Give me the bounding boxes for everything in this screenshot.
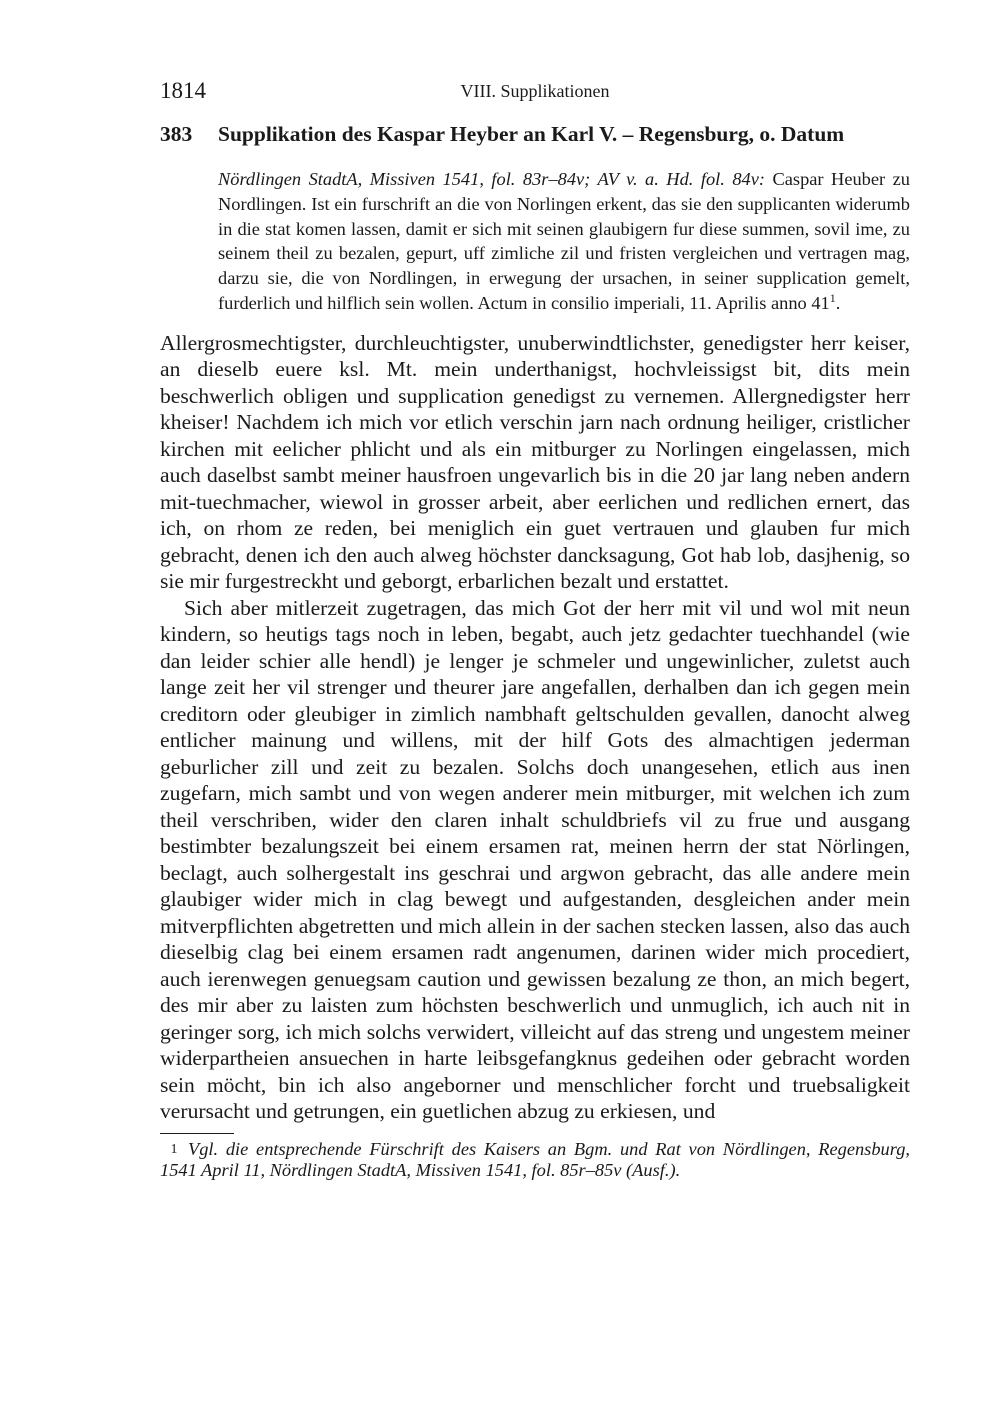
footnote-reference: 1	[829, 290, 836, 305]
footnote-number: 1	[170, 1141, 178, 1157]
running-title: VIII. Supplikationen	[460, 81, 610, 101]
paragraph: Sich aber mitlerzeit zugetragen, das mich Got der herr mit vil und wol mit neun kindern, so heutigs tags noch in leben, begabt, auch jetz gedachter tuechhandel (wie dan leider schier alle hendl) je lenger je schmeler und ungewinlicher, zuletst auch lange zeit her vil strenger und theurer jare angefallen, derhalben dan ich gegen mein creditorn oder gleubiger in zimlich nambhaft geltschulden gevallen, danocht alweg entlicher mainung und willens, mit der hilf Gots des almachtigen jederman geburlicher zill und zeit zu bezalen. Solchs doch unangesehen, etlich aus inen zugefarn, mich sambt und von wegen anderer mein mitburger, mit welchen ich zum theil verschriben, wider den claren inhalt schuldbriefs vil zu frue und ausgang bestimbter bezalungszeit bei einem ersamen rat, meinen herrn der stat Nörlingen, beclagt, auch solhergestalt ins geschrai und argwon gebracht, das alle andere mein glaubiger wider mich in clag bewegt und aufgestanden, desgleichen ander mein mitverpflichten abgetretten und mich allein in der sachen stecken lassen, also das auch dieselbig clag bei einem ersamen radt angenumen, darinen wider mich procediert, auch ierenwegen genuegsam caution und gewissen bezalung ze thon, an mich begert, des mir aber zu laisten zum höchsten beschwerlich und unmuglich, ich auch nit in geringer sorg, ich mich solchs verwidert, villeicht auf das streng und ungestem meiner widerpartheien ansuechen in harte leibsgefangknus gedeihen oder gebracht worden sein möcht, bin ich also angeborner und menschlicher forcht und truebsaligkeit verursacht und getrungen, ein guetlichen abzug zu erkiesen, und	[160, 595, 910, 1124]
head-note	[218, 167, 910, 316]
running-head	[160, 78, 910, 108]
head-note-end: .	[835, 292, 841, 313]
body-text	[160, 330, 910, 1125]
footnote-divider	[160, 1133, 234, 1134]
paragraph: Allergrosmechtigster, durchleuchtigster, unuberwindtlichster, genedigster herr keiser, an dieselb euere ksl. Mt. mein underthanigst, hochvleissigst bit, dits mein beschwerlich obligen und supplication genedigst zu vernemen. Allergnedigster herr kheiser! Nachdem ich mich vor etlich verschin jarn nach ordnung heiliger, cristlicher kirchen mit eelicher phlicht und als ein mitburger zu Norlingen eingelassen, mich auch daselbst sambt meiner hausfroen ungevarlich bis in die 20 jar lang neben andern mit-tuechmacher, wiewol in grosser arbeit, aber eerlichen und redlichen ernert, das ich, on rhom ze reden, bei meniglich ein guet vertrauen und glauben fur mich gebracht, denen ich den auch alweg höchster dancksagung, Got hab lob, dasjhenig, so sie mir furgestreckht und geborgt, erbarlichen bezalt und erstattet.	[160, 330, 910, 594]
document-title: Supplikation des Kaspar Heyber an Karl V. – Regensburg, o. Datum	[218, 122, 845, 146]
footnote-text: Vgl. die entsprechende Fürschrift des Kaisers an Bgm. und Rat von Nördlingen, Regensburg, 1541 April 11, Nördlingen StadtA, Missiven 1541, fol. 85r–85v (Ausf.).	[160, 1138, 910, 1180]
footnote	[160, 1139, 910, 1181]
document-heading	[160, 122, 910, 147]
document-number: 383	[160, 122, 193, 146]
book-page	[160, 78, 910, 1181]
head-note-text: Caspar Heuber zu Nordlingen. Ist ein furschrift an die von Norlingen erkent, das sie den supplicanten widerumb in die stat komen lassen, damit er sich mit seinen glaubigern fur diese summen, sovil ime, zu seinem theil zu bezalen, gepurt, uff zimliche zil und fristen vergleichen und vertragen mag, darzu sie, die von Nordlingen, in erwegung der ursachen, in seiner supplication gemelt, furderlich und hilflich sein wollen. Actum in consilio imperiali, 11. Aprilis anno 41	[218, 169, 910, 313]
source-citation: Nördlingen StadtA, Missiven 1541, fol. 83r–84v; AV v. a. Hd. fol. 84v:	[218, 169, 766, 189]
page-number: 1814	[160, 78, 206, 103]
